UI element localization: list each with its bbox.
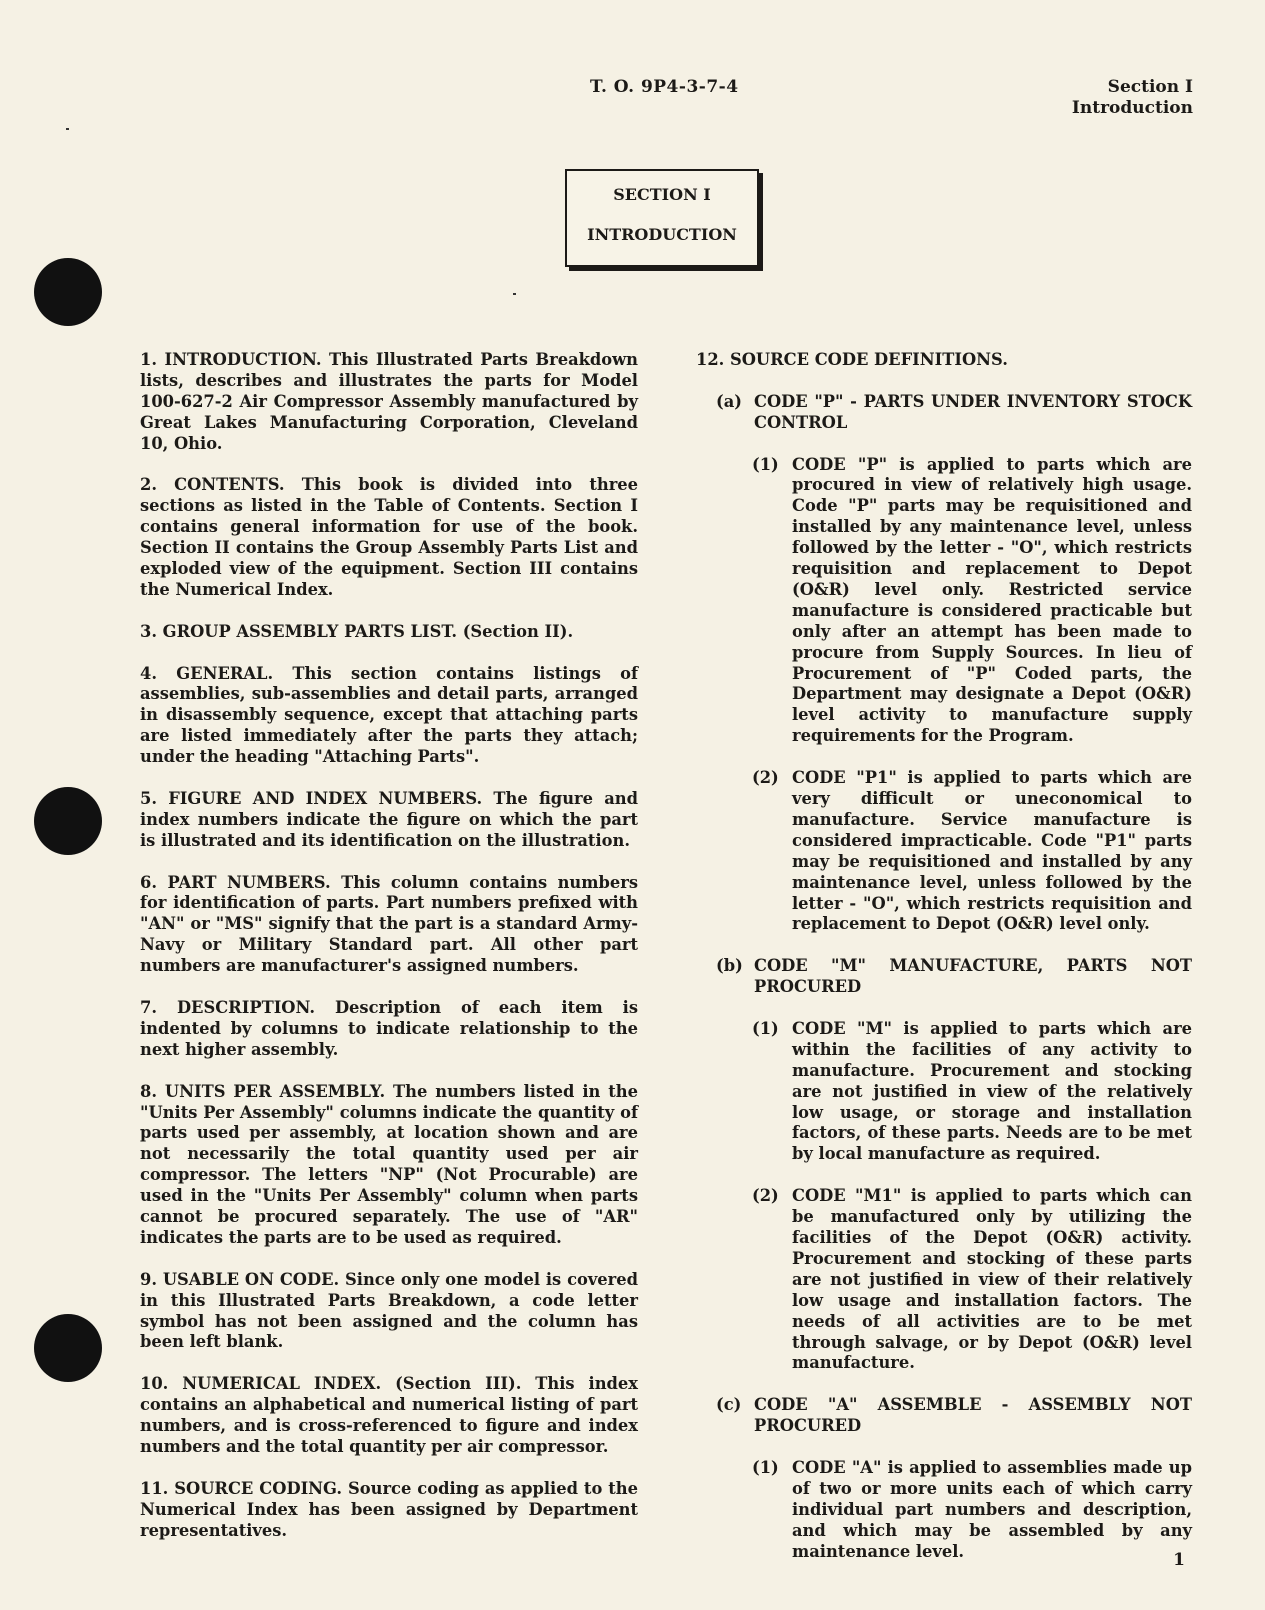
paragraph: 6. PART NUMBERS. This column contains numbers for identification of parts. Part numbers prefixed with "AN" or "MS" signify that the part is a standard Army-Navy or Military Standard part. All other part numbers are manufacturer's assigned numbers. <box>140 872 638 976</box>
section-title-line1: SECTION I <box>613 185 711 204</box>
section-name: Introduction <box>1071 98 1193 118</box>
item-title: CODE "P" - PARTS UNDER INVENTORY STOCK CONTROL <box>754 391 1192 432</box>
paragraph: 3. GROUP ASSEMBLY PARTS LIST. (Section II). <box>140 621 574 641</box>
paragraph: 1. INTRODUCTION. This Illustrated Parts Breakdown lists, describes and illustrates the parts for Model 100-627-2 Air Compressor Assembly manufactured by Great Lakes Manufacturing Corporation, Cleveland 10, Ohio. <box>140 350 638 453</box>
code-p-item-2 <box>752 768 1192 935</box>
item-title: CODE "A" ASSEMBLE - ASSEMBLY NOT PROCURED <box>754 1395 1192 1436</box>
section-header <box>1072 77 1193 119</box>
item-text: CODE "P1" is applied to parts which are very difficult or uneconomical to manufacture. Service manufacture is considered impracticable. Code "P1" parts may be requisitioned and installed by any maintenance level, unless followed by the letter - "O", which restricts requisition and replacement to Depot (O&R) level only. <box>792 768 1192 934</box>
paragraph: 10. NUMERICAL INDEX. (Section III). This index contains an alphabetical and numerical listing of part numbers, and is cross-referenced to figure and index numbers and the total quantity per air compressor. <box>140 1374 638 1456</box>
document-number: T. O. 9P4-3-7-4 <box>590 77 739 97</box>
code-p-heading <box>716 392 1192 434</box>
paragraph: 11. SOURCE CODING. Source coding as applied to the Numerical Index has been assigned by Department representatives. <box>140 1478 638 1540</box>
item-label: (b) <box>716 956 743 976</box>
paragraph: 7. DESCRIPTION. Description of each item is indented by columns to indicate relationship to the next higher assembly. <box>140 998 638 1059</box>
paragraph: 4. GENERAL. This section contains listings of assemblies, sub-assemblies and detail parts, arranged in disassembly sequence, except that attaching parts are listed immediately after the parts they attach; under the heading "Attaching Parts". <box>140 663 638 767</box>
item-text: CODE "P" is applied to parts which are procured in view of relatively high usage. Code "P" parts may be requisitioned and installed by any maintenance level, unless followed by the letter - "O", which restricts requisition and replacement to Depot (O&R) level only. Restricted service manufacture is considered practicable but only after an attempt has been made to procure from Supply Sources. In lieu of Procurement of "P" Coded parts, the Department may designate a Depot (O&R) level activity to manufacture supply requirements for the Program. <box>792 454 1192 746</box>
section-label: Section I <box>1107 77 1193 97</box>
paragraph: 2. CONTENTS. This book is divided into three sections as listed in the Table of Contents. Section I contains general information for use of the book. Section II contains the Group Assembly Parts List and exploded view of the equipment. Section III contains the Numerical Index. <box>140 475 638 599</box>
right-column <box>696 350 1192 1583</box>
section-title-box <box>565 169 759 267</box>
item-label: (c) <box>716 1395 742 1415</box>
left-column <box>140 350 638 1562</box>
paragraph: 8. UNITS PER ASSEMBLY. The numbers listed in the "Units Per Assembly" columns indicate the quantity of parts used per assembly, at location shown and are not necessarily the total quantity used per air compressor. The letters "NP" (Not Procurable) are used in the "Units Per Assembly" column when parts cannot be procured separately. The use of "AR" indicates the parts are to be used as required. <box>140 1081 638 1247</box>
item-label: (2) <box>752 1186 779 1206</box>
code-m-item-2 <box>752 1186 1192 1374</box>
item-label: (a) <box>716 391 742 411</box>
source-code-heading: 12. SOURCE CODE DEFINITIONS. <box>696 350 1008 369</box>
item-label: (1) <box>752 1457 779 1477</box>
code-a-heading <box>716 1395 1192 1437</box>
item-label: (2) <box>752 768 779 788</box>
page-number: 1 <box>1173 1550 1185 1570</box>
item-text: CODE "M" is applied to parts which are within the facilities of any activity to manufacture. Procurement and stocking are not justified in view of the relatively low usage, or storage and installation factors, of these parts. Needs are to be met by local manufacture as required. <box>792 1018 1192 1164</box>
binder-hole <box>34 1314 102 1382</box>
binder-hole <box>34 258 102 326</box>
item-label: (1) <box>752 1018 779 1038</box>
code-p-item-1 <box>752 455 1192 748</box>
paragraph: 5. FIGURE AND INDEX NUMBERS. The figure and index numbers indicate the figure on which the part is illustrated and its identification on the illustration. <box>140 788 638 850</box>
item-text: CODE "A" is applied to assemblies made up of two or more units each of which carry individual part numbers and description, and which may be assembled by any maintenance level. <box>792 1457 1192 1561</box>
code-m-item-1 <box>752 1019 1192 1165</box>
binder-hole <box>34 787 102 855</box>
item-label: (1) <box>752 454 779 474</box>
item-title: CODE "M" MANUFACTURE, PARTS NOT PROCURED <box>754 956 1192 997</box>
section-title-line2: INTRODUCTION <box>587 225 737 244</box>
scan-speck <box>513 293 516 295</box>
code-a-item-1 <box>752 1458 1192 1563</box>
code-m-heading <box>716 956 1192 998</box>
scan-speck <box>66 128 69 130</box>
item-text: CODE "M1" is applied to parts which can be manufactured only by utilizing the facilities of the Depot (O&R) activity. Procurement and stocking of these parts are not justified in view of their relatively low usage and installation factors. The needs of all activities are to be met through salvage, or by Depot (O&R) level manufacture. <box>792 1186 1192 1373</box>
paragraph: 9. USABLE ON CODE. Since only one model is covered in this Illustrated Parts Breakdown, a code letter symbol has not been assigned and the column has been left blank. <box>140 1269 638 1352</box>
